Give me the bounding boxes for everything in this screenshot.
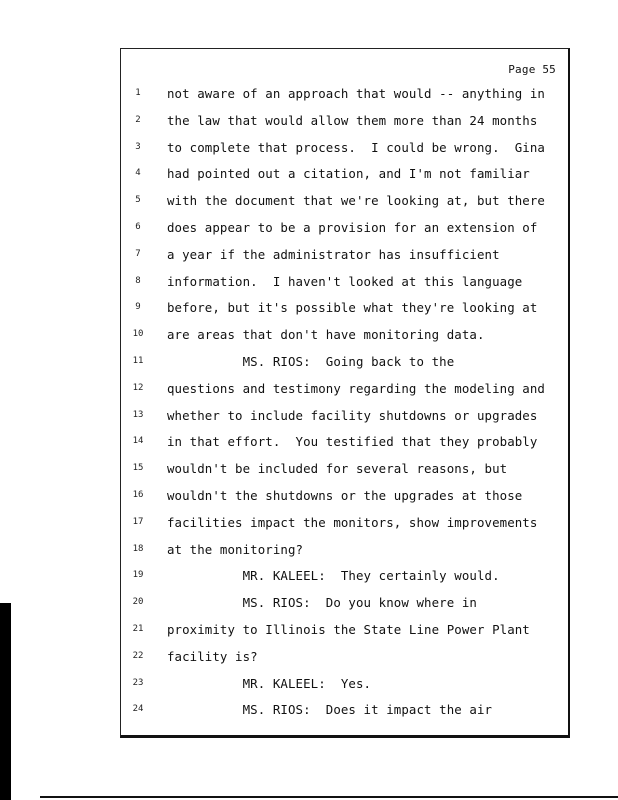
line-number: 2 [135,114,141,125]
scan-edge-bar [0,603,11,800]
transcript-line [121,649,568,675]
transcript-line [121,595,568,621]
line-text: with the document that we're looking at, but there [167,193,545,209]
line-number: 3 [135,141,141,152]
scan-bottom-rule [40,796,618,798]
transcript-line [121,461,568,487]
line-text: MR. KALEEL: Yes. [167,675,372,691]
transcript-line [121,676,568,702]
transcript-page [120,48,570,738]
line-text: does appear to be a provision for an extension of [167,220,538,235]
transcript-line [121,193,568,219]
transcript-line [121,300,568,326]
line-text: whether to include facility shutdowns or upgrades [167,407,538,423]
line-number: 10 [132,329,144,340]
line-text: not aware of an approach that would -- anything in [167,86,545,101]
line-number: 6 [135,222,141,232]
transcript-line [121,515,568,541]
transcript-line [121,113,568,139]
transcript-line [121,354,568,380]
line-text: MS. RIOS: Going back to the [167,354,455,369]
line-number: 19 [132,570,144,581]
line-number: 12 [132,382,144,393]
line-number: 11 [132,356,144,366]
line-text: a year if the administrator has insufficient [167,246,500,262]
line-number: 1 [135,88,141,98]
line-number: 4 [135,168,141,179]
transcript-line [121,702,568,728]
transcript-line [121,166,568,192]
line-number: 8 [135,275,141,286]
line-text: MS. RIOS: Does it impact the air [167,702,493,718]
transcript-line [121,488,568,514]
transcript-line [121,327,568,353]
line-text: proximity to Illinois the State Line Power Plant [167,622,530,637]
line-text: before, but it's possible what they're looking at [167,300,538,316]
line-number: 5 [135,195,141,206]
line-text: had pointed out a citation, and I'm not familiar [167,166,530,182]
line-text: the law that would allow them more than 24 months [167,112,538,128]
transcript-line [121,434,568,460]
transcript-line [121,220,568,246]
page-number: Page 55 [508,63,556,76]
line-text: questions and testimony regarding the modeling and [167,380,545,396]
line-number: 22 [132,650,144,661]
line-number: 17 [132,516,144,527]
line-text: facilities impact the monitors, show improvements [167,514,538,530]
transcript-line [121,381,568,407]
line-text: facility is? [167,648,258,664]
line-text: MR. KALEEL: They certainly would. [167,568,500,584]
transcript-line [121,542,568,568]
line-text: MS. RIOS: Do you know where in [167,595,477,611]
line-text: are areas that don't have monitoring data. [167,327,485,343]
line-number: 9 [135,302,141,313]
line-number: 24 [132,704,144,715]
line-number: 16 [132,490,144,500]
line-text: at the monitoring? [167,541,304,557]
line-number: 23 [132,677,144,688]
line-number: 18 [132,543,144,554]
line-text: in that effort. You testified that they probably [167,434,538,450]
line-text: wouldn't the shutdowns or the upgrades at those [167,488,523,503]
line-number: 21 [132,624,144,634]
line-number: 7 [135,248,141,259]
line-text: information. I haven't looked at this language [167,273,523,289]
line-number: 20 [132,597,144,608]
transcript-line [121,408,568,434]
transcript-line [121,274,568,300]
transcript-line [121,622,568,648]
transcript-line [121,247,568,273]
line-number: 15 [132,463,144,474]
transcript-line [121,86,568,112]
line-number: 13 [132,409,144,420]
transcript-line [121,568,568,594]
line-number: 14 [132,436,144,447]
line-text: to complete that process. I could be wrong. Gina [167,139,545,155]
line-text: wouldn't be included for several reasons, but [167,461,508,477]
transcript-line [121,140,568,166]
